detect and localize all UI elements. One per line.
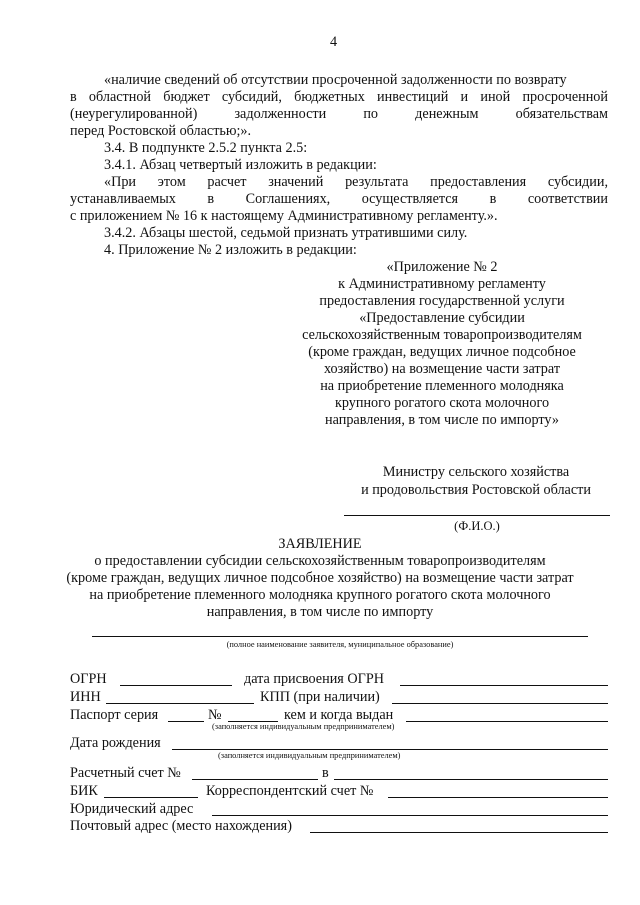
corr-account-label: Корреспондентский счет №: [206, 783, 374, 799]
fio-caption: (Ф.И.О.): [454, 519, 500, 533]
ogrn-date-label: дата присвоения ОГРН: [244, 671, 384, 687]
paragraph-1-line-4: перед Ростовской областью;».: [70, 123, 252, 139]
postal-address-field[interactable]: [310, 832, 608, 833]
corr-account-field[interactable]: [388, 797, 608, 798]
appendix-line-2: к Административному регламенту: [338, 276, 546, 292]
appendix-line-1: «Приложение № 2: [386, 259, 498, 275]
appendix-line-7: хозяйство) на возмещение части затрат: [323, 361, 561, 377]
paragraph-5: 3.4.2. Абзацы шестой, седьмой признать утратившими силу.: [104, 225, 468, 241]
statement-title: ЗАЯВЛЕНИЕ: [278, 536, 362, 552]
legal-address-label: Юридический адрес: [70, 801, 194, 817]
passport-number-label: №: [208, 707, 222, 723]
statement-line-1: о предоставлении субсидии сельскохозяйственным товаропроизводителям: [94, 553, 546, 569]
statement-line-2: (кроме граждан, ведущих личное подсобное хозяйство) на возмещение части затрат: [66, 570, 574, 586]
statement-line-4: направления, в том числе по импорту: [206, 604, 434, 620]
passport-issued-label: кем и когда выдан: [284, 707, 394, 723]
paragraph-3: 3.4.1. Абзац четвертый изложить в редакции:: [104, 157, 377, 173]
inn-field[interactable]: [106, 703, 254, 704]
applicant-name-line: [92, 636, 588, 637]
birth-date-label: Дата рождения: [70, 735, 161, 751]
account-bank-label: в: [322, 765, 329, 781]
account-label: Расчетный счет №: [70, 765, 181, 781]
ogrn-label: ОГРН: [70, 671, 107, 687]
passport-series-label: Паспорт серия: [70, 707, 159, 723]
appendix-line-3: предоставления государственной услуги: [319, 293, 565, 309]
paragraph-1-line-2: в областной бюджет субсидий, бюджетных инвестиций и иной просроченной: [70, 89, 608, 105]
ogrn-date-field[interactable]: [400, 685, 608, 686]
paragraph-4-line-3: с приложением № 16 к настоящему Административному регламенту.».: [70, 208, 498, 224]
paragraph-1-line-3: (неурегулированной) задолженности по денежным обязательствам: [70, 106, 608, 122]
bik-label: БИК: [70, 783, 98, 799]
inn-label: ИНН: [70, 689, 101, 705]
kpp-label: КПП (при наличии): [260, 689, 380, 705]
appendix-line-4: «Предоставление субсидии: [359, 310, 525, 326]
statement-line-3: на приобретение племенного молодняка крупного рогатого скота молочного: [89, 587, 551, 603]
birth-date-field[interactable]: [172, 749, 608, 750]
appendix-line-9: крупного рогатого скота молочного: [334, 395, 550, 411]
account-field[interactable]: [192, 779, 318, 780]
legal-address-field[interactable]: [212, 815, 608, 816]
paragraph-2: 3.4. В подпункте 2.5.2 пункта 2.5:: [104, 140, 308, 156]
paragraph-4-line-1: «При этом расчет значений результата предоставления субсидии,: [104, 174, 608, 190]
applicant-name-caption: (полное наименование заявителя, муниципальное образование): [226, 640, 454, 649]
appendix-line-10: направления, в том числе по импорту»: [325, 412, 559, 428]
paragraph-1-line-1: «наличие сведений об отсутствии просроченной задолженности по возврату: [104, 72, 567, 88]
ip-note-2: (заполняется индивидуальным предпринимателем): [218, 751, 401, 760]
postal-address-label: Почтовый адрес (место нахождения): [70, 818, 292, 834]
appendix-line-8: на приобретение племенного молодняка: [320, 378, 564, 394]
passport-issued-field[interactable]: [406, 721, 608, 722]
appendix-line-6: (кроме граждан, ведущих личное подсобное: [308, 344, 576, 360]
addressee-line-2: и продовольствия Ростовской области: [361, 482, 591, 498]
addressee-line-1: Министру сельского хозяйства: [382, 464, 570, 480]
paragraph-6: 4. Приложение № 2 изложить в редакции:: [104, 242, 357, 258]
fio-line: [344, 515, 610, 516]
appendix-line-5: сельскохозяйственным товаропроизводителям: [302, 327, 582, 343]
ip-note-1: (заполняется индивидуальным предпринимателем): [212, 722, 395, 731]
page-number: 4: [330, 34, 338, 50]
kpp-field[interactable]: [392, 703, 608, 704]
ogrn-field[interactable]: [120, 685, 232, 686]
passport-series-field[interactable]: [168, 721, 204, 722]
bik-field[interactable]: [104, 797, 198, 798]
paragraph-4-line-2: устанавливаемых в Соглашениях, осуществляется в соответствии: [70, 191, 608, 207]
account-bank-field[interactable]: [334, 779, 608, 780]
